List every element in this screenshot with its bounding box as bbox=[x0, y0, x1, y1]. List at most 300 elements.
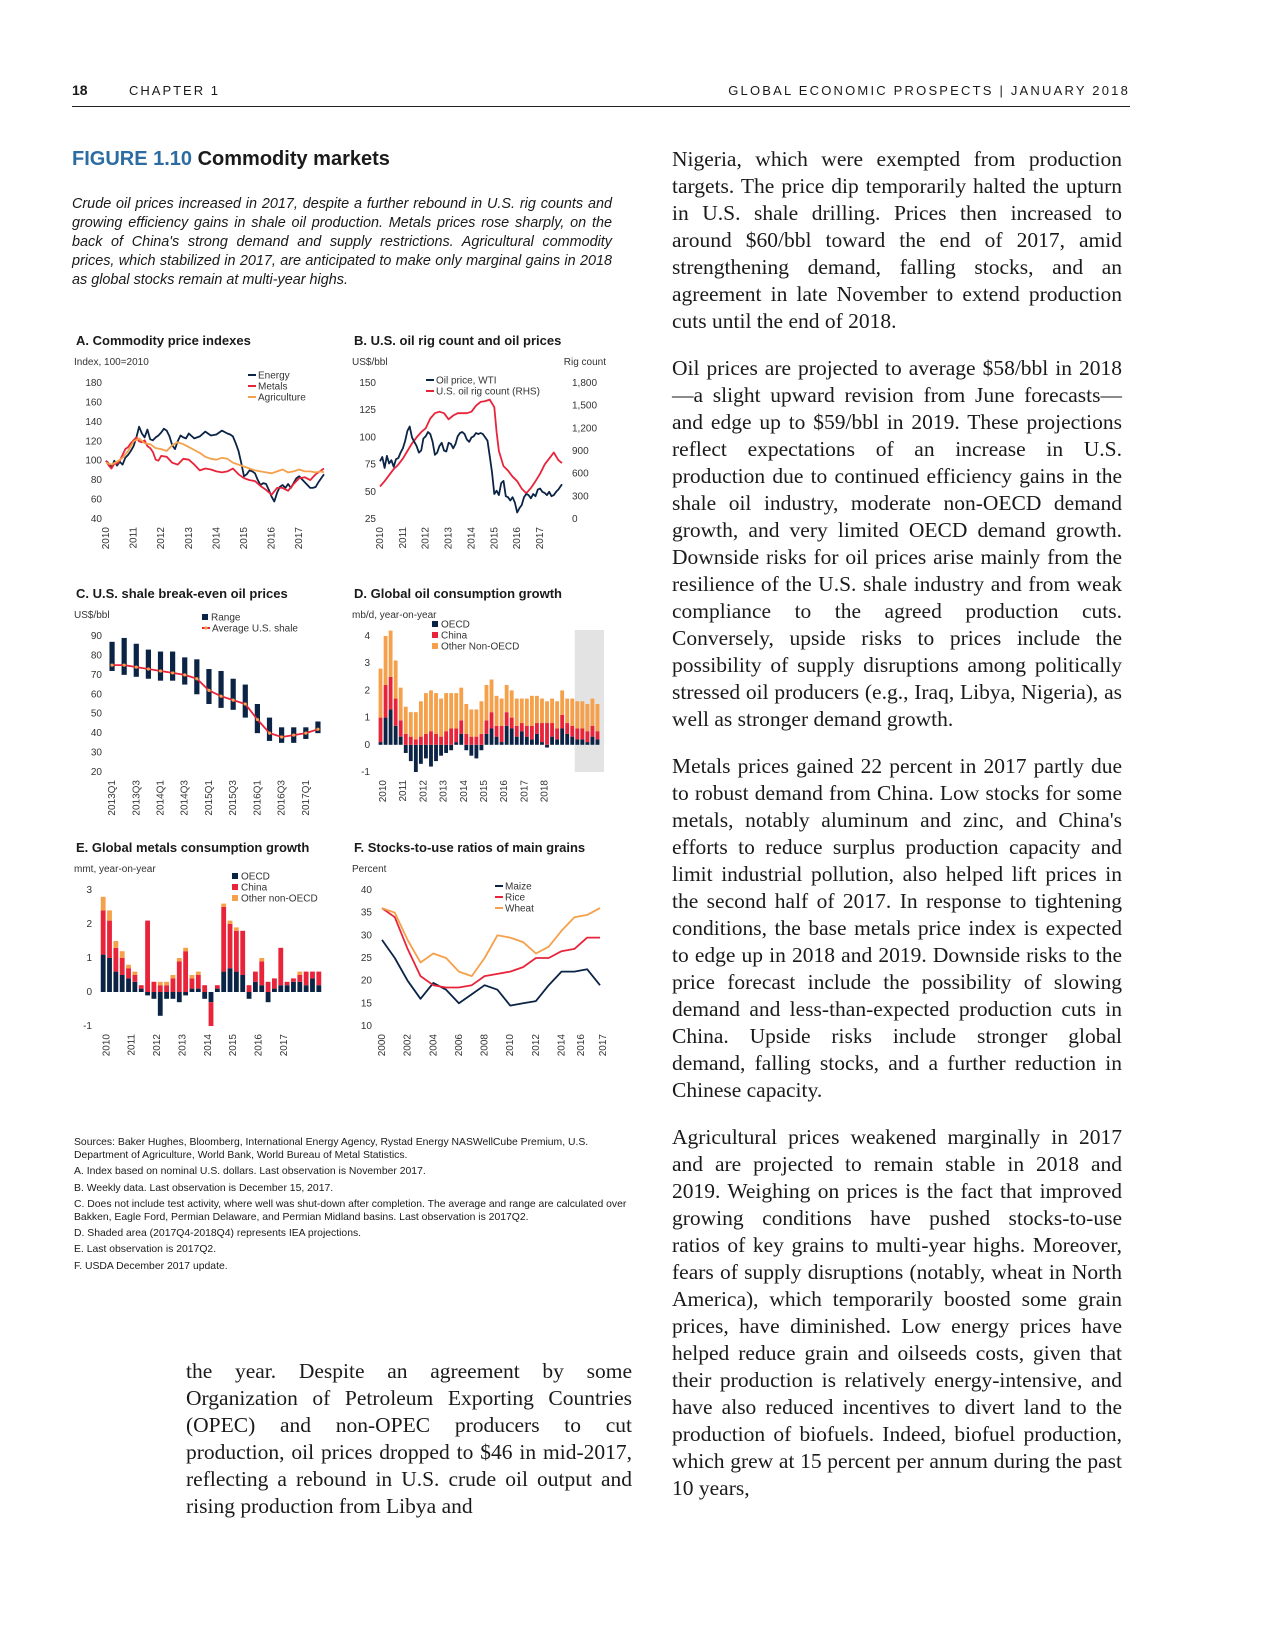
range-bar bbox=[315, 721, 320, 733]
body-paragraph: Nigeria, which were exempted from production targets. The price dip temporarily halted the upturn in U.S. shale drilling. Prices then increased to around $60/bbl toward the end of 2017, amid strengthening demand, falling stocks, and an agreement in late November to extend production cuts until the end of 2018. bbox=[672, 147, 1122, 333]
average-marker bbox=[256, 718, 259, 721]
x-tick-label: 2013 bbox=[177, 1034, 189, 1057]
average-marker bbox=[171, 671, 174, 674]
bar-segment bbox=[171, 978, 176, 992]
bar-segment bbox=[459, 734, 463, 745]
bar-segment bbox=[550, 723, 554, 737]
bar-segment bbox=[240, 975, 245, 992]
panel-d-title: D. Global oil consumption growth bbox=[354, 586, 562, 601]
bar-segment bbox=[485, 734, 489, 745]
bar-segment bbox=[565, 699, 569, 723]
bar-segment bbox=[126, 978, 131, 992]
range-bar bbox=[279, 727, 284, 743]
y-tick-label: 120 bbox=[85, 436, 102, 448]
bar-segment bbox=[215, 985, 220, 988]
bar-segment bbox=[247, 985, 252, 992]
legend-label: Metals bbox=[258, 381, 288, 393]
bar-segment bbox=[510, 690, 514, 717]
bar-segment bbox=[515, 699, 519, 726]
y-tick-label: 60 bbox=[90, 494, 102, 506]
axis-title: Rig count bbox=[563, 357, 606, 368]
bar-segment bbox=[409, 737, 413, 745]
bar-segment bbox=[434, 734, 438, 745]
bar-segment bbox=[585, 704, 589, 731]
bar-segment bbox=[550, 737, 554, 745]
bar-segment bbox=[545, 745, 549, 748]
bar-segment bbox=[545, 723, 549, 745]
panel-c-title: C. U.S. shale break-even oil prices bbox=[76, 586, 288, 601]
y-tick-label: 1 bbox=[364, 712, 370, 724]
bar-segment bbox=[500, 699, 504, 726]
bar-segment bbox=[495, 737, 499, 745]
x-tick-label: 2016 bbox=[266, 527, 278, 550]
bar-segment bbox=[164, 982, 169, 985]
bar-segment bbox=[399, 720, 403, 736]
bar-segment bbox=[434, 745, 438, 761]
bar-segment bbox=[183, 948, 188, 951]
x-tick-label: 2017 bbox=[519, 780, 531, 803]
bar-segment bbox=[459, 720, 463, 734]
legend-swatch bbox=[232, 895, 238, 901]
panel-f bbox=[350, 840, 620, 1090]
x-tick-label: 2004 bbox=[428, 1034, 440, 1057]
x-tick-label: 2016 bbox=[499, 780, 511, 803]
x-tick-label: 2015 bbox=[228, 1034, 240, 1057]
bar-segment bbox=[570, 726, 574, 737]
axis-title: US$/bbl bbox=[74, 610, 110, 621]
y-tick-label: 2 bbox=[86, 919, 92, 930]
bar-segment bbox=[505, 685, 509, 712]
x-tick-label: 2011 bbox=[128, 527, 140, 549]
range-bar bbox=[182, 657, 187, 684]
bar-segment bbox=[596, 731, 600, 739]
bar-segment bbox=[209, 1002, 214, 1026]
y-right-tick-label: 1,800 bbox=[572, 378, 598, 389]
bar-segment bbox=[285, 985, 290, 992]
bar-segment bbox=[429, 745, 433, 767]
bar-segment bbox=[145, 921, 150, 992]
series-line-agriculture bbox=[106, 438, 324, 473]
bar-segment bbox=[464, 704, 468, 734]
bar-segment bbox=[278, 985, 283, 992]
bar-segment bbox=[158, 992, 163, 1016]
axis-title: US$/bbl bbox=[352, 357, 388, 368]
average-marker bbox=[195, 677, 198, 680]
x-tick-label: 2013Q1 bbox=[107, 780, 119, 816]
bar-segment bbox=[291, 982, 296, 992]
figure-title bbox=[72, 148, 390, 171]
bar-segment bbox=[304, 985, 309, 992]
bar-segment bbox=[449, 745, 453, 750]
y-tick-label: 70 bbox=[90, 669, 102, 681]
bar-segment bbox=[379, 742, 383, 745]
bar-segment bbox=[515, 726, 519, 737]
x-tick-label: 2016Q3 bbox=[276, 780, 288, 816]
bar-segment bbox=[190, 975, 195, 978]
x-tick-label: 2014 bbox=[211, 527, 223, 550]
y-tick-label: 4 bbox=[364, 631, 370, 642]
note-a: A. Index based on nominal U.S. dollars. Last observation is November 2017. bbox=[74, 1166, 426, 1178]
bar-segment bbox=[259, 961, 264, 985]
x-tick-label: 2014Q1 bbox=[155, 780, 167, 816]
bar-segment bbox=[126, 968, 131, 978]
note-b: B. Weekly data. Last observation is December 15, 2017. bbox=[74, 1182, 334, 1194]
x-tick-label: 2008 bbox=[479, 1034, 491, 1057]
bar-segment bbox=[196, 989, 201, 992]
bar-segment bbox=[419, 701, 423, 736]
bar-segment bbox=[444, 693, 448, 731]
panel-a bbox=[72, 333, 342, 583]
note-d: D. Shaded area (2017Q4-2018Q4) represents IEA projections. bbox=[74, 1228, 362, 1240]
bar-segment bbox=[221, 907, 226, 972]
x-tick-label: 2017 bbox=[278, 1034, 290, 1057]
legend-swatch bbox=[432, 621, 438, 627]
bar-segment bbox=[177, 992, 182, 1002]
bar-segment bbox=[145, 992, 150, 995]
bar-segment bbox=[596, 704, 600, 731]
bar-segment bbox=[515, 737, 519, 745]
bar-segment bbox=[310, 978, 315, 992]
bar-segment bbox=[469, 709, 473, 736]
bar-segment bbox=[101, 955, 106, 992]
y-tick-label: 75 bbox=[364, 459, 376, 471]
legend-swatch bbox=[232, 873, 238, 879]
x-tick-label: 2014 bbox=[466, 527, 478, 550]
figure-caption: Crude oil prices increased in 2017, despite a further rebound in U.S. rig counts and growing efficiency gains in shale oil production. Metals prices rose sharply, on the back of China's strong demand and supply restrictions. Agricultural commodity prices, which stabilized in 2017, are anticipated to make only marginal gains in 2018 as global stocks remain at multi-year highs. bbox=[72, 196, 612, 288]
y-tick-label: 30 bbox=[360, 930, 372, 942]
bar-segment bbox=[490, 728, 494, 744]
bar-segment bbox=[384, 685, 388, 718]
bar-segment bbox=[560, 715, 564, 729]
bar-segment bbox=[555, 701, 559, 728]
page-number: 18 bbox=[72, 82, 88, 98]
x-tick-label: 2000 bbox=[377, 1034, 388, 1057]
range-bar bbox=[243, 685, 248, 718]
y-tick-label: 3 bbox=[86, 885, 92, 896]
body-paragraph: Metals prices gained 22 percent in 2017 partly due to robust demand from China. Low stocks for some metals, notably aluminum and zinc, and China's efforts to reduce surplus production capacity and limit industrial pollution, also helped lift prices in the second half of 2017. In response to tightening conditions, the base metals price index is expected to edge up in 2018 and 2019. Downside risks to the price forecast include the possibility of slowing demand and less-than-expected production cuts in China. Upside risks include stronger global demand, falling stocks, and a further reduction in Chinese capacity. bbox=[672, 754, 1122, 1102]
legend-label: Average U.S. shale bbox=[212, 623, 298, 635]
x-tick-label: 2010 bbox=[375, 527, 386, 550]
y-tick-label: 1 bbox=[86, 953, 92, 964]
bar-segment bbox=[575, 701, 579, 728]
bar-segment bbox=[510, 718, 514, 729]
bar-segment bbox=[120, 975, 125, 992]
bar-segment bbox=[291, 978, 296, 981]
report-title: GLOBAL ECONOMIC PROSPECTS | JANUARY 2018 bbox=[728, 83, 1130, 98]
bar-segment bbox=[394, 660, 398, 698]
y-tick-label: 90 bbox=[90, 631, 102, 642]
bar-segment bbox=[591, 726, 595, 737]
bar-segment bbox=[113, 948, 118, 972]
panel-c bbox=[72, 586, 342, 836]
average-marker bbox=[219, 695, 222, 698]
bar-segment bbox=[419, 737, 423, 745]
y-tick-label: 180 bbox=[85, 378, 102, 389]
bar-segment bbox=[454, 742, 458, 745]
legend-label: Rice bbox=[505, 892, 526, 904]
bar-segment bbox=[474, 737, 478, 745]
bar-segment bbox=[414, 712, 418, 739]
y-tick-label: 80 bbox=[90, 475, 102, 487]
x-tick-label: 2010 bbox=[505, 1034, 517, 1057]
bar-segment bbox=[500, 726, 504, 742]
x-tick-label: 2012 bbox=[156, 527, 168, 550]
x-tick-label: 2011 bbox=[397, 527, 409, 549]
bar-segment bbox=[101, 897, 106, 911]
bar-segment bbox=[120, 958, 125, 975]
bar-segment bbox=[575, 739, 579, 744]
bar-segment bbox=[409, 712, 413, 736]
bar-segment bbox=[530, 696, 534, 726]
x-tick-label: 2012 bbox=[418, 780, 430, 803]
range-bar bbox=[146, 650, 151, 679]
bar-segment bbox=[439, 745, 443, 756]
bar-segment bbox=[253, 982, 258, 992]
bar-segment bbox=[177, 961, 182, 992]
y-tick-label: 10 bbox=[360, 1021, 372, 1032]
bar-segment bbox=[409, 745, 413, 761]
bar-segment bbox=[158, 985, 163, 992]
average-marker bbox=[304, 732, 307, 735]
bar-segment bbox=[120, 951, 125, 958]
y-tick-label: 25 bbox=[364, 514, 376, 525]
bar-segment bbox=[585, 742, 589, 745]
bar-segment bbox=[419, 745, 423, 764]
x-tick-label: 2015Q3 bbox=[228, 780, 240, 816]
y-tick-label: 0 bbox=[364, 739, 370, 751]
x-tick-label: 2010 bbox=[101, 527, 112, 550]
bar-segment bbox=[132, 982, 137, 992]
x-tick-label: 2016 bbox=[576, 1034, 588, 1057]
series-line-oil-price bbox=[380, 427, 562, 513]
note-c: C. Does not include test activity, where well was shut-down after completion. The average and range are calculated over Bakken, Eagle Ford, Permian Delaware, and Permian Midland basins. Last observation is 2017Q2. bbox=[74, 1198, 627, 1224]
bar-segment bbox=[152, 992, 157, 999]
body-paragraph: the year. Despite an agreement by some Organization of Petroleum Exporting Countries (OPEC) and non-OPEC producers to cut production, oil prices dropped to $46 in mid-2017, reflecting a rebound in U.S. crude oil output and rising production from Libya and bbox=[186, 1359, 632, 1518]
chart-e bbox=[72, 862, 342, 1092]
legend-label: Wheat bbox=[505, 903, 534, 915]
bar-segment bbox=[580, 701, 584, 728]
x-tick-label: 2011 bbox=[126, 1034, 138, 1056]
y-tick-label: 30 bbox=[90, 747, 102, 759]
x-tick-label: 2014Q3 bbox=[179, 780, 191, 816]
bar-segment bbox=[164, 985, 169, 992]
y-tick-label: -1 bbox=[361, 767, 370, 778]
bar-segment bbox=[596, 739, 600, 744]
bar-segment bbox=[555, 739, 559, 744]
average-marker bbox=[123, 664, 126, 667]
bar-segment bbox=[485, 685, 489, 720]
bar-segment bbox=[540, 742, 544, 745]
x-tick-label: 2017 bbox=[598, 1034, 609, 1057]
y-tick-label: 25 bbox=[360, 953, 372, 964]
range-bar bbox=[206, 669, 211, 704]
bar-segment bbox=[495, 696, 499, 726]
bar-segment bbox=[196, 972, 201, 975]
bar-segment bbox=[591, 737, 595, 745]
y-tick-label: 15 bbox=[360, 998, 372, 1010]
bar-segment bbox=[474, 745, 478, 759]
chart-d bbox=[350, 608, 620, 838]
bar-segment bbox=[190, 978, 195, 988]
bar-segment bbox=[209, 992, 214, 1002]
x-tick-label: 2002 bbox=[402, 1034, 414, 1057]
bar-segment bbox=[171, 975, 176, 978]
bar-segment bbox=[389, 631, 393, 677]
bar-segment bbox=[535, 696, 539, 723]
bar-segment bbox=[304, 972, 309, 986]
average-marker bbox=[110, 664, 113, 667]
bar-segment bbox=[379, 718, 383, 742]
note-f: F. USDA December 2017 update. bbox=[74, 1260, 228, 1272]
bar-segment bbox=[297, 975, 302, 982]
legend-swatch bbox=[204, 626, 207, 629]
x-tick-label: 2016 bbox=[253, 1034, 265, 1057]
x-tick-label: 2010 bbox=[378, 780, 390, 803]
y-tick-label: -1 bbox=[83, 1021, 92, 1032]
bar-segment bbox=[530, 726, 534, 740]
bar-segment bbox=[480, 701, 484, 734]
x-tick-label: 2016 bbox=[512, 527, 524, 550]
bar-segment bbox=[215, 989, 220, 992]
bar-segment bbox=[540, 699, 544, 723]
bar-segment bbox=[505, 712, 509, 726]
bar-segment bbox=[190, 989, 195, 992]
x-tick-label: 2013 bbox=[443, 527, 455, 550]
x-tick-label: 2012 bbox=[530, 1034, 542, 1057]
bar-segment bbox=[580, 739, 584, 744]
x-tick-label: 2016Q1 bbox=[252, 780, 264, 816]
bar-segment bbox=[240, 931, 245, 975]
legend-swatch bbox=[432, 632, 438, 638]
y-tick-label: 100 bbox=[359, 432, 376, 444]
bar-segment bbox=[297, 982, 302, 992]
y-tick-label: 0 bbox=[86, 987, 92, 998]
bar-segment bbox=[474, 709, 478, 736]
y-tick-label: 50 bbox=[90, 708, 102, 720]
x-tick-label: 2012 bbox=[152, 1034, 164, 1057]
chapter-label: CHAPTER 1 bbox=[129, 83, 220, 98]
bar-segment bbox=[404, 745, 408, 753]
bar-segment bbox=[177, 958, 182, 961]
bar-segment bbox=[560, 728, 564, 744]
bar-segment bbox=[107, 921, 112, 958]
bar-segment bbox=[266, 982, 271, 992]
bar-segment bbox=[259, 958, 264, 961]
sources-main: Sources: Baker Hughes, Bloomberg, International Energy Agency, Rystad Energy NASWellCube Premium, U.S. Department of Agriculture, World Bank, World Bureau of Metal Statistics. bbox=[74, 1137, 589, 1162]
figure-sources bbox=[74, 1136, 634, 1276]
y-right-tick-label: 900 bbox=[572, 446, 589, 457]
axis-title: Percent bbox=[352, 864, 387, 875]
bar-segment bbox=[510, 728, 514, 744]
bar-segment bbox=[490, 712, 494, 728]
bar-segment bbox=[316, 972, 321, 986]
bar-segment bbox=[439, 699, 443, 737]
bar-segment bbox=[580, 728, 584, 739]
bar-segment bbox=[530, 739, 534, 744]
y-right-tick-label: 1,200 bbox=[572, 423, 598, 435]
y-tick-label: 2 bbox=[364, 685, 370, 697]
bar-segment bbox=[247, 992, 252, 999]
x-tick-label: 2015 bbox=[238, 527, 250, 550]
y-tick-label: 40 bbox=[90, 514, 102, 525]
x-tick-label: 2017 bbox=[535, 527, 547, 550]
bar-segment bbox=[158, 982, 163, 985]
y-tick-label: 20 bbox=[90, 767, 102, 778]
bar-segment bbox=[196, 975, 201, 989]
bar-segment bbox=[480, 745, 484, 750]
range-bar bbox=[158, 652, 163, 681]
y-right-tick-label: 1,500 bbox=[572, 400, 598, 412]
bar-segment bbox=[139, 989, 144, 992]
x-tick-label: 2012 bbox=[420, 527, 432, 550]
legend-label: Maize bbox=[505, 881, 532, 893]
bar-segment bbox=[259, 985, 264, 992]
bar-segment bbox=[505, 726, 509, 745]
bar-segment bbox=[525, 726, 529, 737]
bar-segment bbox=[272, 989, 277, 992]
bar-segment bbox=[424, 745, 428, 759]
x-tick-label: 2017 bbox=[294, 527, 306, 550]
x-tick-label: 2017Q1 bbox=[300, 780, 312, 816]
bar-segment bbox=[234, 927, 239, 930]
panel-b-title: B. U.S. oil rig count and oil prices bbox=[354, 333, 562, 348]
bar-segment bbox=[384, 636, 388, 685]
bar-segment bbox=[570, 699, 574, 726]
bar-segment bbox=[490, 680, 494, 713]
series-line-average bbox=[112, 665, 318, 737]
x-tick-label: 2014 bbox=[202, 1034, 214, 1057]
x-tick-label: 2015 bbox=[489, 527, 501, 550]
legend-label: Agriculture bbox=[258, 392, 306, 404]
body-right-column bbox=[672, 146, 1122, 1522]
average-marker bbox=[292, 733, 295, 736]
series-line-metals bbox=[106, 437, 324, 494]
bar-segment bbox=[575, 728, 579, 739]
body-paragraph: Oil prices are projected to average $58/bbl in 2018—a slight upward revision from June forecasts—and edge up to $59/bbl in 2019. These projections reflect expectations of an increase in U.S. production due to continued efficiency gains in the shale oil industry, moderate non-OECD demand growth, and very limited OECD demand growth. Downside risks for oil prices arise mainly from the resilience of the U.S. shale industry and from weak compliance to the agreed production cuts. Conversely, upside risks to prices include the possibility of supply disruptions among politically stressed oil producers (e.g., Iraq, Libya, Nigeria), as well as stronger demand growth. bbox=[672, 356, 1122, 731]
bar-segment bbox=[394, 726, 398, 745]
bar-segment bbox=[234, 972, 239, 992]
x-tick-label: 2011 bbox=[398, 780, 410, 802]
x-tick-label: 2015Q1 bbox=[203, 780, 215, 816]
y-tick-label: 50 bbox=[364, 486, 376, 498]
figure-number: FIGURE 1.10 bbox=[72, 148, 193, 170]
bar-segment bbox=[454, 693, 458, 728]
legend-label: Range bbox=[211, 612, 241, 624]
bar-segment bbox=[297, 972, 302, 975]
y-tick-label: 100 bbox=[85, 455, 102, 467]
legend-swatch bbox=[202, 614, 208, 620]
bar-segment bbox=[164, 992, 169, 999]
bar-segment bbox=[126, 965, 131, 968]
average-marker bbox=[147, 667, 150, 670]
bar-segment bbox=[234, 931, 239, 972]
bar-segment bbox=[459, 688, 463, 721]
axis-title: Index, 100=2010 bbox=[74, 357, 149, 368]
bar-segment bbox=[221, 904, 226, 907]
y-right-tick-label: 0 bbox=[572, 514, 578, 525]
bar-segment bbox=[132, 975, 137, 982]
panel-a-title: A. Commodity price indexes bbox=[76, 333, 251, 348]
x-tick-label: 2010 bbox=[101, 1034, 113, 1057]
panel-f-title: F. Stocks-to-use ratios of main grains bbox=[354, 840, 586, 855]
bar-segment bbox=[565, 734, 569, 745]
average-marker bbox=[159, 669, 162, 672]
y-tick-label: 40 bbox=[360, 885, 372, 896]
range-bar bbox=[122, 638, 127, 675]
bar-segment bbox=[550, 699, 554, 723]
y-tick-label: 160 bbox=[85, 397, 102, 409]
y-tick-label: 80 bbox=[90, 650, 102, 662]
